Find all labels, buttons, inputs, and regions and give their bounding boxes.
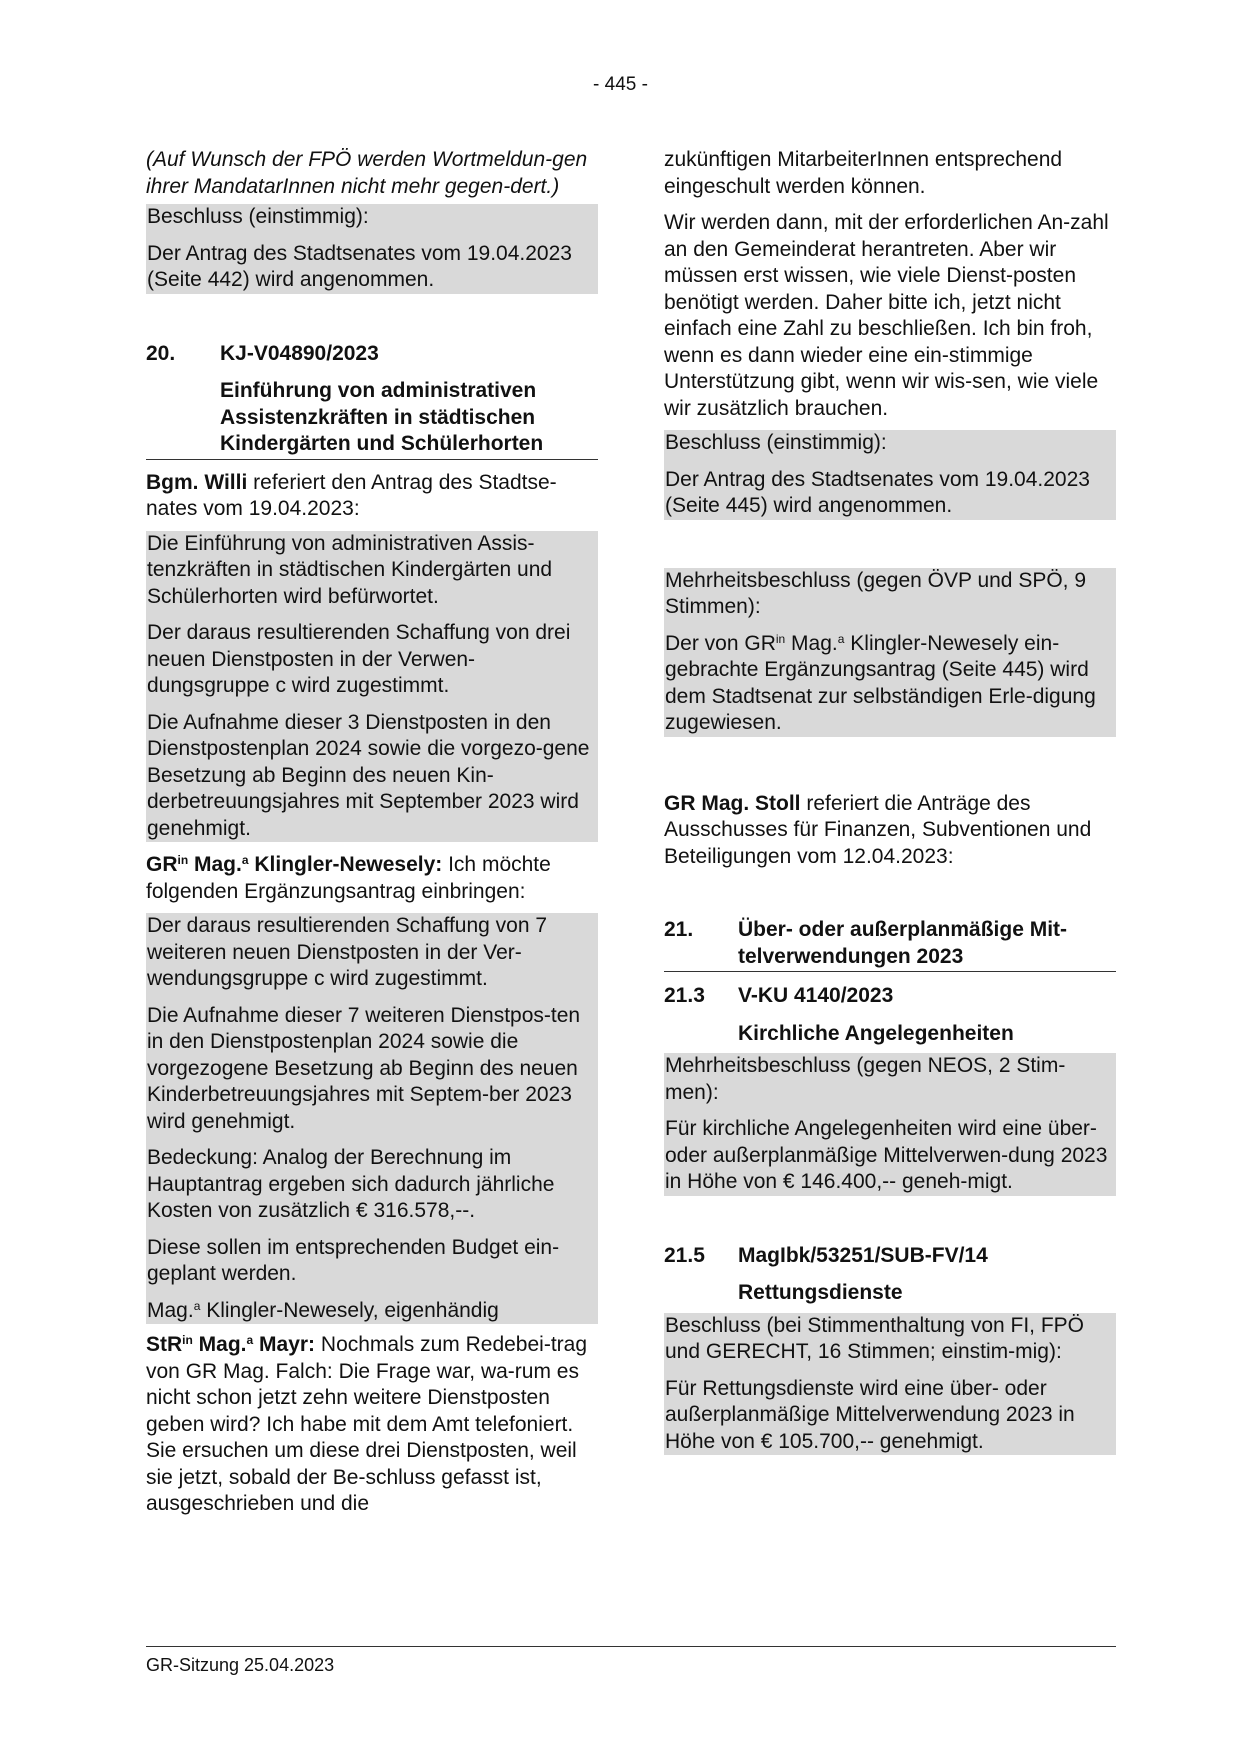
decision-text: Für Rettungsdienste wird eine über- oder außerplanmäßige Mittelverwendung 2023 in Höhe von € 105.700,-- genehmigt. (665, 1376, 1075, 1453)
amendment-paragraph: Die Aufnahme dieser 7 weiteren Dienstpos-ten in den Dienstpostenplan 2024 sowie die vorgezogene Besetzung ab Beginn des neuen Kinderbetreuungsjahres mit Septem-ber 2023 wird genehmigt. (147, 1003, 581, 1133)
decision-label: Mehrheitsbeschluss (gegen ÖVP und SPÖ, 9 Stimmen): (665, 568, 1087, 618)
decision-text-pre: Der von GR (665, 631, 776, 655)
item-number: 21.3 (664, 984, 705, 1007)
speaker-willi (146, 470, 598, 523)
speaker-mag: Mag. (188, 853, 242, 876)
decision-text-superscript-2: a (837, 631, 845, 646)
decision-label: Beschluss (einstimmig): (147, 205, 369, 228)
title-superscript: in (177, 853, 189, 867)
item-20-title (146, 378, 598, 460)
mag-superscript: a (246, 1333, 254, 1347)
item-code: KJ-V04890/2023 (220, 341, 379, 365)
speaker-name: Mayr: (253, 1333, 316, 1356)
signature-superscript: a (193, 1298, 201, 1313)
item-code: MagIbk/53251/SUB-FV/14 (738, 1243, 988, 1267)
continued-text: zukünftigen MitarbeiterInnen entsprechend eingeschult werden können. (664, 148, 1063, 198)
speaker-text: referiert die Anträge des Ausschusses für Finanzen, Subventionen und Beteiligungen vom 12.04.2023: (664, 791, 1092, 868)
mag-superscript: a (241, 853, 249, 867)
amendment-signature (147, 1298, 597, 1325)
speaker-stoll (664, 791, 1116, 871)
signature-name: Klingler-Newesely, eigenhändig (200, 1298, 499, 1322)
amendment-paragraph: Der daraus resultierenden Schaffung von 7 weiteren neuen Dienstposten in der Ver-wendungsgruppe c wird zugestimmt. (147, 914, 548, 990)
item-number: 20. (146, 341, 176, 365)
decision-text: Der Antrag des Stadtsenates vom 19.04.2023 (Seite 442) wird angenommen. (147, 241, 572, 291)
amendment-block (146, 913, 598, 1324)
item-number: 21.5 (664, 1243, 705, 1267)
item-title: Über- oder außerplanmäßige Mit-telverwendungen 2023 (738, 918, 1068, 968)
decision-label: Beschluss (bei Stimmenthaltung von FI, FPÖ und GERECHT, 16 Stimmen; einstim-mig): (665, 1313, 1085, 1363)
speaker-mayr (146, 1332, 598, 1518)
item-21-3-title (664, 1021, 1116, 1048)
speaker-title: GR (146, 853, 178, 876)
decision-block-21-5 (664, 1313, 1116, 1456)
decision-text (665, 631, 1115, 737)
continued-text: Wir werden dann, mit der erforderlichen An-zahl an den Gemeinderat herantreten. Aber wir müssen erst wissen, wie viele Dienst-posten benötigt werden. Daher bitte ich, jetzt nicht einfach eine Zahl zu beschließen. Ich bin froh, wenn es dann wieder eine ein-stimmige Unterstützung gibt, wenn wir wis-sen, wie viele wir zusätzlich brauchen. (664, 211, 1109, 420)
decision-text-superscript: in (775, 631, 786, 646)
motion-paragraph: Die Einführung von administrativen Assis-tenzkräften in städtischen Kindergärten und Schülerhorten wird befürwortet. (147, 531, 553, 608)
decision-text: Der Antrag des Stadtsenates vom 19.04.2023 (Seite 445) wird angenommen. (665, 467, 1090, 517)
speaker-name: Klingler-Newesely: (248, 853, 443, 876)
item-title: Kirchliche Angelegenheiten (738, 1021, 1014, 1045)
speaker-text: Ich möchte folgenden Ergänzungsantrag einbringen: (146, 853, 551, 903)
right-column (664, 147, 1116, 1455)
speaker-mag: Mag. (192, 1333, 247, 1356)
motion-paragraph: Der daraus resultierenden Schaffung von drei neuen Dienstposten in der Verwen-dungsgruppe c wird zugestimmt. (147, 621, 571, 697)
speaker-klingler (146, 852, 598, 905)
item-21-5-title (664, 1280, 1116, 1307)
title-superscript: in (182, 1333, 193, 1347)
decision-block-21-3 (664, 1053, 1116, 1196)
decision-label: Mehrheitsbeschluss (gegen NEOS, 2 Stim-men): (665, 1054, 1066, 1104)
item-code: V-KU 4140/2023 (738, 984, 894, 1007)
item-21-3-heading (664, 983, 1116, 1010)
decision-block-2 (664, 430, 1116, 520)
decision-block-3 (664, 568, 1116, 737)
item-21-heading (664, 917, 1116, 972)
item-title: Einführung von administrativen Assistenzkräften in städtischen Kindergärten und Schülerhorten (220, 379, 544, 455)
intro-note: (Auf Wunsch der FPÖ werden Wortmeldun-gen ihrer MandatarInnen nicht mehr gegen-dert.) (146, 148, 588, 198)
speaker-name: Bgm. Willi (146, 470, 248, 494)
left-column (146, 147, 598, 1518)
decision-block-1 (146, 204, 598, 294)
decision-text-post: Klingler-Newesely ein-gebrachte Ergänzungsantrag (Seite 445) wird dem Stadtsenat zur selbständigen Erle-digung zugewiesen. (665, 631, 1096, 734)
speaker-text: referiert den Antrag des Stadtse-nates vom 19.04.2023: (146, 470, 557, 520)
amendment-paragraph: Diese sollen im entsprechenden Budget ein-geplant werden. (147, 1235, 560, 1285)
motion-paragraph: Die Aufnahme dieser 3 Dienstposten in den Dienstpostenplan 2024 sowie die vorgezo-gene Besetzung ab Beginn des neuen Kin-derbetreuungsjahres mit September 2023 wird genehmigt. (147, 710, 590, 840)
item-20-heading (146, 341, 598, 368)
speaker-text: Nochmals zum Redebei-trag von GR Mag. Falch: Die Frage war, wa-rum es nicht schon jetzt zehn weitere Dienstposten geben wird? Ich habe mit dem Amt telefoniert. Sie ersuchen um diese drei Dienstposten, weil sie jetzt, sobald der Be-schluss gefasst ist, ausgeschrieben und die (146, 1333, 588, 1515)
decision-label: Beschluss (einstimmig): (665, 431, 887, 454)
footer-text: GR-Sitzung 25.04.2023 (146, 1655, 335, 1675)
amendment-paragraph: Bedeckung: Analog der Berechnung im Hauptantrag ergeben sich dadurch jährliche Kosten von zusätzlich € 316.578,--. (147, 1146, 555, 1222)
signature-mag: Mag. (147, 1298, 194, 1322)
speaker-name: GR Mag. Stoll (664, 791, 801, 815)
decision-text-mag: Mag. (785, 631, 838, 655)
item-title: Rettungsdienste (738, 1281, 903, 1304)
decision-text: Für kirchliche Angelegenheiten wird eine über- oder außerplanmäßige Mittelverwen-dung 2023 in Höhe von € 146.400,-- geneh-migt. (665, 1117, 1108, 1193)
motion-block (146, 531, 598, 843)
page-number: - 445 - (593, 74, 648, 95)
item-number: 21. (664, 918, 694, 941)
footer-divider (146, 1646, 1116, 1647)
item-21-5-heading (664, 1243, 1116, 1270)
speaker-title: StR (146, 1333, 183, 1356)
